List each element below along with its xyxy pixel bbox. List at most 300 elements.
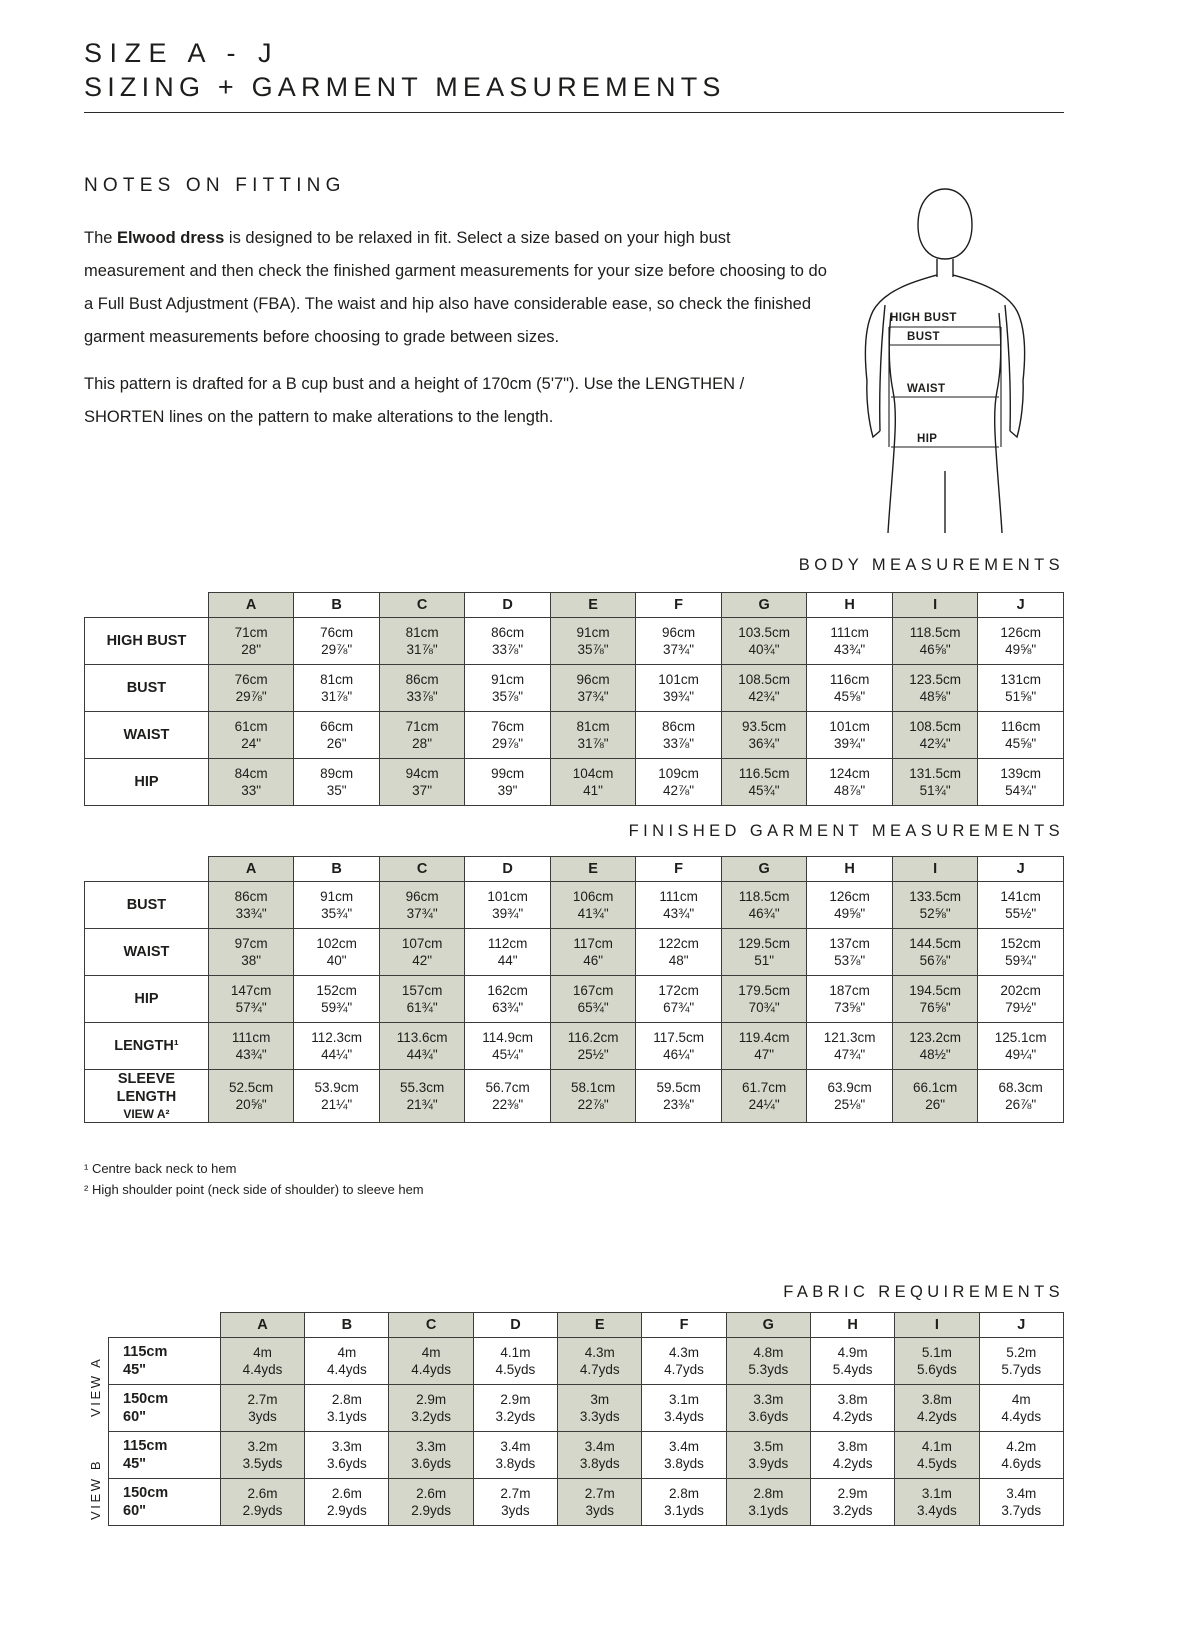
measurement-cell <box>978 712 1064 759</box>
measurement-cell <box>379 759 464 806</box>
measurement-cell <box>550 976 636 1023</box>
value-cm: 86cm <box>234 889 268 904</box>
value-inch: 70¾" <box>748 1000 780 1015</box>
fabric-cell <box>305 1385 389 1432</box>
value-cm: 179.5cm <box>738 983 790 998</box>
table-row <box>85 1070 1064 1123</box>
value-cm: 144.5cm <box>909 936 961 951</box>
measurement-cell <box>465 976 551 1023</box>
figure-label-hip: HIP <box>917 433 938 445</box>
measurement-cell <box>379 929 465 976</box>
value-inch: 49⅝" <box>1005 642 1037 657</box>
value-cm: 109cm <box>658 766 699 781</box>
value-inch: 31⅞" <box>577 736 609 751</box>
value-inch: 48⅝" <box>919 689 951 704</box>
value-yards: 5.6yds <box>917 1362 957 1377</box>
page-title-line2: SIZING + GARMENT MEASUREMENTS <box>84 72 726 102</box>
value-inch: 28" <box>241 642 262 657</box>
value-metres: 4.1m <box>921 1439 952 1454</box>
fabric-cell <box>810 1385 894 1432</box>
view-a-label: VIEW A <box>88 1356 103 1418</box>
table-row <box>85 976 1064 1023</box>
value-metres: 3.3m <box>416 1439 447 1454</box>
value-inch: 36¾" <box>748 736 780 751</box>
value-cm: 112cm <box>487 936 528 951</box>
value-cm: 157cm <box>401 983 443 998</box>
size-header-j: J <box>978 593 1064 618</box>
value-cm: 56.7cm <box>485 1080 530 1095</box>
size-header-i: I <box>892 593 978 618</box>
value-cm: 96cm <box>405 889 439 904</box>
fabric-width-label <box>109 1479 221 1526</box>
value-yards: 3.9yds <box>748 1456 789 1471</box>
value-metres: 3.8m <box>837 1392 868 1407</box>
value-yards: 3.6yds <box>326 1456 367 1471</box>
measurement-cell <box>892 1070 978 1123</box>
fabric-width-label <box>109 1432 221 1479</box>
value-inch: 41¾" <box>577 906 609 921</box>
value-yards: 4.2yds <box>832 1456 873 1471</box>
measurement-cell <box>636 759 722 806</box>
size-header-e: E <box>550 857 636 882</box>
measurement-cell <box>379 1023 465 1070</box>
value-yards: 3.1yds <box>326 1409 367 1424</box>
fabric-cell <box>895 1479 979 1526</box>
measurement-cell <box>208 618 293 665</box>
value-cm: 121.3cm <box>823 1030 876 1045</box>
value-inch: 33" <box>241 783 262 798</box>
fabric-width-label <box>109 1385 221 1432</box>
measurement-cell <box>978 618 1064 665</box>
value-yards: 5.4yds <box>832 1362 873 1377</box>
size-header-f: F <box>636 593 722 618</box>
table-row <box>85 759 1064 806</box>
measurement-cell <box>892 665 978 712</box>
value-inch: 51" <box>754 953 775 968</box>
value-inch: 45¾" <box>748 783 780 798</box>
value-inch: 28" <box>412 736 432 751</box>
body-row-label: HIGH BUST <box>85 618 209 665</box>
page-title-line1: SIZE A - J <box>84 38 280 68</box>
value-cm: 137cm <box>829 936 870 951</box>
value-metres: 3.8m <box>837 1439 868 1454</box>
measurement-cell <box>892 759 978 806</box>
fabric-cell <box>473 1479 557 1526</box>
measurement-cell <box>379 665 464 712</box>
fabric-width-inch: 45" <box>123 1362 147 1378</box>
value-inch: 39¾" <box>492 906 524 921</box>
value-yards: 3.8yds <box>664 1456 704 1471</box>
measurement-cell <box>892 882 978 929</box>
size-header-j: J <box>979 1313 1063 1338</box>
fabric-cell <box>305 1479 389 1526</box>
size-header-c: C <box>389 1313 473 1338</box>
value-inch: 20⅝" <box>235 1097 267 1112</box>
value-cm: 116.2cm <box>567 1030 619 1045</box>
section-caption-body: BODY MEASUREMENTS <box>798 556 1064 574</box>
value-inch: 48" <box>668 953 689 968</box>
size-header-a: A <box>208 857 293 882</box>
value-inch: 37" <box>412 783 432 798</box>
value-inch: 46" <box>583 953 604 968</box>
value-inch: 42¾" <box>919 736 951 751</box>
value-inch: 35" <box>326 783 347 798</box>
value-yards: 3.5yds <box>242 1456 283 1471</box>
value-metres: 5.2m <box>1006 1345 1037 1360</box>
size-header-c: C <box>379 857 465 882</box>
value-yards: 3yds <box>501 1503 530 1518</box>
notes-paragraph-1 <box>84 222 829 354</box>
value-yards: 3.8yds <box>495 1456 536 1471</box>
value-cm: 101cm <box>487 889 528 904</box>
body-row-label: BUST <box>85 665 209 712</box>
value-yards: 3yds <box>248 1409 277 1424</box>
measurement-cell <box>208 976 293 1023</box>
fabric-cell <box>305 1432 389 1479</box>
value-cm: 108.5cm <box>738 672 790 687</box>
measurement-cell <box>721 618 807 665</box>
value-cm: 89cm <box>320 766 354 781</box>
value-metres: 4m <box>1011 1392 1031 1407</box>
value-cm: 141cm <box>1000 889 1041 904</box>
value-inch: 33⅞" <box>663 736 695 751</box>
value-cm: 111cm <box>659 889 698 904</box>
measurement-cell <box>807 1070 893 1123</box>
measurement-cell <box>978 665 1064 712</box>
fabric-cell <box>642 1338 726 1385</box>
value-cm: 131cm <box>1000 672 1041 687</box>
fabric-cell <box>473 1338 557 1385</box>
figure-label-high-bust: HIGH BUST <box>890 312 957 324</box>
value-inch: 22⅜" <box>492 1097 524 1112</box>
value-inch: 42⅞" <box>663 783 695 798</box>
fabric-cell <box>979 1432 1063 1479</box>
measurement-cell <box>465 882 551 929</box>
measurement-cell <box>636 618 722 665</box>
size-header-g: G <box>721 593 807 618</box>
value-inch: 39" <box>497 783 518 798</box>
value-inch: 45⅝" <box>1005 736 1037 751</box>
value-metres: 4m <box>337 1345 357 1360</box>
measurement-cell <box>550 1023 636 1070</box>
measurement-cell <box>294 618 379 665</box>
value-cm: 117.5cm <box>653 1030 704 1045</box>
value-cm: 71cm <box>405 719 439 734</box>
value-cm: 99cm <box>491 766 525 781</box>
size-header-i: I <box>892 857 978 882</box>
value-metres: 5.1m <box>921 1345 952 1360</box>
measurement-cell <box>294 665 379 712</box>
value-inch: 61¾" <box>406 1000 438 1015</box>
value-inch: 44¾" <box>406 1047 438 1062</box>
fabric-cell <box>726 1479 810 1526</box>
value-cm: 116cm <box>1000 719 1041 734</box>
measurement-cell <box>550 929 636 976</box>
measurement-cell <box>379 976 465 1023</box>
value-inch: 33⅞" <box>492 642 524 657</box>
value-inch: 67¾" <box>663 1000 695 1015</box>
fabric-width-cm: 150cm <box>123 1391 169 1407</box>
table-row <box>109 1479 1064 1526</box>
measurement-cell <box>294 1023 380 1070</box>
value-cm: 96cm <box>662 625 696 640</box>
value-cm: 114.9cm <box>482 1030 533 1045</box>
value-inch: 57¾" <box>235 1000 267 1015</box>
value-yards: 4.2yds <box>832 1409 873 1424</box>
size-header-e: E <box>550 593 636 618</box>
view-b-label: VIEW B <box>88 1458 103 1520</box>
value-metres: 2.9m <box>416 1392 447 1407</box>
measurement-cell <box>379 618 464 665</box>
size-header-i: I <box>895 1313 979 1338</box>
value-inch: 54¾" <box>1005 783 1037 798</box>
measurement-cell <box>892 976 978 1023</box>
size-header-j: J <box>978 857 1064 882</box>
fabric-cell <box>726 1385 810 1432</box>
measurement-cell <box>208 712 293 759</box>
value-yards: 3.1yds <box>664 1503 704 1518</box>
measurement-cell <box>465 1023 551 1070</box>
fabric-cell <box>726 1432 810 1479</box>
value-cm: 131.5cm <box>909 766 961 781</box>
measurement-cell <box>807 929 893 976</box>
finished-row-label: SLEEVE LENGTH VIEW A² <box>85 1070 209 1123</box>
table-header-row <box>109 1313 1064 1338</box>
measurement-cell <box>550 665 636 712</box>
value-inch: 43¾" <box>834 642 866 657</box>
value-cm: 86cm <box>491 625 525 640</box>
fabric-cell <box>473 1432 557 1479</box>
value-yards: 2.9yds <box>242 1503 283 1518</box>
value-metres: 3m <box>590 1392 610 1407</box>
value-yards: 4.6yds <box>1001 1456 1042 1471</box>
measurement-cell <box>208 1023 293 1070</box>
measurement-cell <box>208 1070 293 1123</box>
value-cm: 101cm <box>658 672 699 687</box>
value-inch: 33¾" <box>235 906 267 921</box>
value-cm: 113.6cm <box>396 1030 448 1045</box>
measurement-cell <box>636 976 722 1023</box>
value-inch: 49¼" <box>1005 1047 1037 1062</box>
fabric-cell <box>895 1432 979 1479</box>
fabric-width-cm: 115cm <box>123 1344 168 1360</box>
measurement-cell <box>294 929 380 976</box>
value-cm: 52.5cm <box>228 1080 274 1095</box>
value-inch: 48⅞" <box>834 783 866 798</box>
measurement-cell <box>807 618 893 665</box>
value-inch: 35⅞" <box>492 689 524 704</box>
value-inch: 37¾" <box>406 906 438 921</box>
measurement-cell <box>294 759 379 806</box>
fabric-width-inch: 60" <box>123 1503 147 1519</box>
value-inch: 26" <box>925 1097 946 1112</box>
value-cm: 55.3cm <box>399 1080 445 1095</box>
fabric-cell <box>558 1479 642 1526</box>
measurement-cell <box>636 665 722 712</box>
value-cm: 125.1cm <box>994 1030 1047 1045</box>
size-header-h: H <box>807 593 893 618</box>
value-cm: 93.5cm <box>741 719 787 734</box>
value-cm: 123.2cm <box>909 1030 961 1045</box>
measurement-cell <box>721 882 807 929</box>
value-yards: 2.9yds <box>411 1503 452 1518</box>
measurement-cell <box>978 759 1064 806</box>
measurement-cell <box>465 665 550 712</box>
value-cm: 139cm <box>1000 766 1041 781</box>
figure-label-waist: WAIST <box>907 383 946 395</box>
measurement-cell <box>978 976 1064 1023</box>
value-metres: 4.1m <box>500 1345 531 1360</box>
measurement-cell <box>208 882 293 929</box>
table-header-row <box>85 593 1064 618</box>
finished-row-label: LENGTH¹ <box>85 1023 209 1070</box>
value-inch: 49⅝" <box>834 906 866 921</box>
table-row <box>109 1338 1064 1385</box>
value-inch: 40" <box>326 953 347 968</box>
measurement-cell <box>550 712 636 759</box>
value-cm: 81cm <box>576 719 610 734</box>
measurement-cell <box>636 929 722 976</box>
measurement-cell <box>892 929 978 976</box>
measurement-cell <box>892 618 978 665</box>
size-header-h: H <box>807 857 893 882</box>
value-cm: 112.3cm <box>311 1030 362 1045</box>
measurement-cell <box>807 882 893 929</box>
table-row <box>109 1432 1064 1479</box>
value-metres: 2.7m <box>500 1486 531 1501</box>
value-inch: 26" <box>326 736 347 751</box>
value-inch: 44¼" <box>321 1047 353 1062</box>
measurement-cell <box>208 759 293 806</box>
value-cm: 129.5cm <box>738 936 790 951</box>
value-cm: 111cm <box>231 1030 271 1045</box>
value-cm: 152cm <box>1000 936 1041 951</box>
value-yards: 3.2yds <box>832 1503 873 1518</box>
value-inch: 31⅞" <box>406 642 438 657</box>
finished-row-label: BUST <box>85 882 209 929</box>
value-cm: 106cm <box>572 889 614 904</box>
value-cm: 66.1cm <box>912 1080 958 1095</box>
fabric-cell <box>220 1385 304 1432</box>
body-row-label: WAIST <box>85 712 209 759</box>
measurement-cell <box>807 759 893 806</box>
value-inch: 25⅛" <box>834 1097 866 1112</box>
value-cm: 167cm <box>572 983 614 998</box>
size-header-h: H <box>810 1313 894 1338</box>
fabric-cell <box>642 1385 726 1432</box>
value-yards: 3.6yds <box>411 1456 452 1471</box>
finished-row-label: HIP <box>85 976 209 1023</box>
value-metres: 2.9m <box>500 1392 531 1407</box>
corner-cell <box>85 857 209 882</box>
value-cm: 76cm <box>320 625 354 640</box>
value-cm: 61.7cm <box>741 1080 787 1095</box>
value-cm: 68.3cm <box>998 1080 1043 1095</box>
value-cm: 172cm <box>658 983 699 998</box>
fabric-width-inch: 60" <box>123 1409 147 1425</box>
size-header-a: A <box>208 593 293 618</box>
size-header-g: G <box>726 1313 810 1338</box>
body-diagram <box>855 185 1035 540</box>
value-cm: 116cm <box>829 672 870 687</box>
fabric-cell <box>979 1385 1063 1432</box>
value-metres: 3.1m <box>669 1392 700 1407</box>
value-yards: 3.2yds <box>495 1409 536 1424</box>
value-yards: 4.7yds <box>664 1362 704 1377</box>
value-yards: 2.9yds <box>326 1503 367 1518</box>
value-inch: 38" <box>241 953 262 968</box>
value-yards: 4.4yds <box>326 1362 367 1377</box>
value-metres: 3.1m <box>921 1486 952 1501</box>
value-yards: 5.7yds <box>1001 1362 1042 1377</box>
notes-paragraph-2: This pattern is drafted for a B cup bust and a height of 170cm (5'7"). Use the LENGTHEN / SHORTEN lines on the pattern to make alterations to the length. <box>84 375 745 426</box>
value-yards: 3.2yds <box>411 1409 452 1424</box>
size-header-d: D <box>465 593 550 618</box>
measurement-cell <box>379 882 465 929</box>
value-metres: 2.8m <box>669 1486 700 1501</box>
table-row <box>85 665 1064 712</box>
fabric-cell <box>220 1338 304 1385</box>
value-yards: 3.3yds <box>579 1409 620 1424</box>
table-row <box>85 1023 1064 1070</box>
measurement-cell <box>807 976 893 1023</box>
value-cm: 126cm <box>829 889 870 904</box>
fabric-width-label <box>109 1338 221 1385</box>
measurement-cell <box>892 712 978 759</box>
value-metres: 4.3m <box>669 1345 700 1360</box>
fabric-cell <box>895 1385 979 1432</box>
table-row <box>109 1385 1064 1432</box>
value-inch: 56⅞" <box>919 953 951 968</box>
value-cm: 96cm <box>576 672 610 687</box>
measurement-cell <box>208 929 293 976</box>
value-metres: 2.7m <box>584 1486 615 1501</box>
value-yards: 3.7yds <box>1001 1503 1042 1518</box>
measurement-cell <box>721 759 807 806</box>
value-cm: 108.5cm <box>909 719 961 734</box>
measurement-cell <box>465 759 550 806</box>
table-row <box>85 882 1064 929</box>
measurement-cell <box>892 1023 978 1070</box>
value-cm: 187cm <box>829 983 870 998</box>
notes-p1-post: is designed to be relaxed in fit. Select a size based on your high bust measurement and then check the finished garment measurements for your size before choosing to do a Full Bust Adjustment (FBA). The waist and hip also have considerable ease, so check the finished garment measurements before choosing to grade between sizes. <box>84 229 827 346</box>
measurement-cell <box>721 712 807 759</box>
value-metres: 3.4m <box>584 1439 615 1454</box>
value-metres: 3.5m <box>753 1439 784 1454</box>
value-cm: 123.5cm <box>909 672 961 687</box>
value-inch: 53⅞" <box>834 953 866 968</box>
value-yards: 4.2yds <box>917 1409 957 1424</box>
value-cm: 59.5cm <box>656 1080 701 1095</box>
value-inch: 43¾" <box>663 906 695 921</box>
figure-label-bust: BUST <box>907 331 940 343</box>
value-inch: 44" <box>497 953 518 968</box>
corner-cell <box>109 1313 221 1338</box>
value-cm: 101cm <box>829 719 870 734</box>
value-inch: 63¾" <box>492 1000 524 1015</box>
value-yards: 3.4yds <box>917 1503 957 1518</box>
value-cm: 122cm <box>658 936 699 951</box>
size-header-d: D <box>473 1313 557 1338</box>
value-inch: 42¾" <box>748 689 780 704</box>
value-metres: 4.8m <box>753 1345 784 1360</box>
measurement-cell <box>636 1023 722 1070</box>
fabric-cell <box>558 1385 642 1432</box>
value-cm: 147cm <box>230 983 272 998</box>
fabric-cell <box>220 1479 304 1526</box>
value-metres: 3.4m <box>500 1439 531 1454</box>
value-metres: 2.8m <box>331 1392 362 1407</box>
